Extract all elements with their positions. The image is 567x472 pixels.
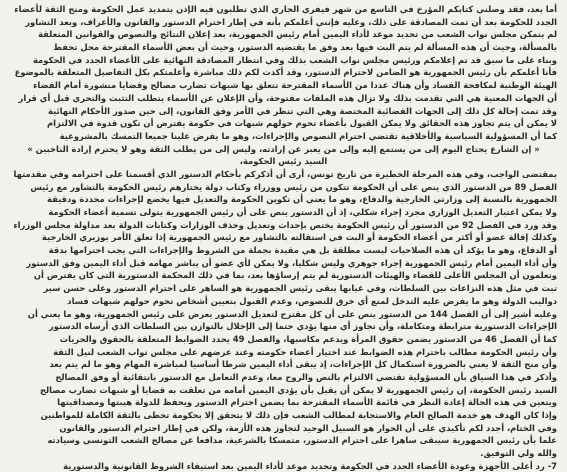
document-line: وقد تمت إحالة كل ذلك إلى الجهات القضائية المختصة وهي التي تنظر في الأمر وفق القانون، إلى حين صدور الأحكام النهائية [48,105,557,116]
document-line: السيد رئيس الحكومة، إن رئيس الجمهورية لا يمكن أن يقبل بأن يؤدي اليمين أمامه من تعلقت به قضايا أو شبهات تضارب مصالح [39,384,557,395]
document-line: وبناء على ما سبق قد تم إعلامكم ورئيس مجلس نواب الشعب بذلك وفي انتظار المصادقة النهائية على الأعضاء الجدد في الحكومة [32,54,557,65]
document-line: لا يمكن أن يتم تجاوز هذه الحقائق ولا يمكن القبول بأعضاء تحوم حولهم شبهات في حكومة يفترض أن تكون قدوة في الالتزام [47,118,557,129]
document-line: ويتعين في هذه الحالة إعادة النظر في قائمة الأسماء المقترحة بما يضمن احترام الدستور ويحفظ للدولة هيبتها ومصداقيتها [57,397,557,408]
document-line: وقد ورد في الفصل 92 من الدستور أن رئيس الحكومة يختص بإحداث وتعديل وحذف الوزارات وكتابات الدولة بعد مداولة مجلس الوزراء [13,219,557,230]
document-line: دواليب الدولة وهو ما يفرض عليه التدخل لمنع أي خرق للنصوص، وعدم القبول بتعيين أشخاص تحوم حولهم شبهات فساد [67,295,557,306]
document-line: أن الجهات المعنية هي التي تقدمت بذلك ولا تزال هذه الملفات مفتوحة، وأن الإعلان عن الأسماء يتطلب التثبت والتحري قبل أي قرار [18,92,557,103]
document-line: تبت في مثل هذه النزاعات بين السلطات، وفي غيابها يبقى رئيس الجمهورية هو الساهر على احترام الدستور وعلى حسن سير [43,283,557,294]
document-line: وأذكر في هذا السياق بأن المسؤولية تقتضي الالتزام بالنص والروح معا، وعدم التعامل مع الدستور بانتقائية أو وفق المصالح [55,371,557,382]
document-line: كما أن المسؤولية السياسية والأخلاقية تقتضي احترام النصوص والإجراءات، وهو ما يفرض علينا جميعا التمسك بالمشروعية [59,130,557,141]
document-line: أو الدفاع، وهو ما يؤكد أن هذه الصلاحيات ليست مطلقة بل هي مقيدة بجملة من الشروط والإجراءات التي يجب احترامها بدقة [48,245,557,256]
document-line: فأنا أعلمكم بأن رئيس الجمهورية هو الضامن لاحترام الدستور، وقد أكدت لكم ذلك مباشرة وأعلمتكم بكل التفاصيل المتعلقة بالموضوع [14,67,557,78]
document-line: وتعلمون أن المجلس الأعلى للقضاء والهيئات الدستورية لم يتم إرساؤها بعد، بما في ذلك المحكمة الدستورية التي كان يفترض أن [33,270,557,281]
document-line: وكذلك إقالة عضو أو أكثر من أعضاء الحكومة أو البت في استقالته بالتشاور مع رئيس الجمهورية إذا تعلق الأمر بوزيري الخارجية [41,232,557,243]
document-line: ولا يمكن اعتبار التعديل الوزاري مجرد إجراء شكلي، إذ أن الدستور ينص على أن رئيس الجمهورية يتولى تسمية أعضاء الحكومة [48,207,557,217]
document-line: كما أن الفصل 46 من الدستور يضمن حقوق المرأة ويدعم مكاسبها، والفصل 49 يحدد الضوابط المتعلقة بالحقوق والحريات [59,333,557,344]
document-line: لم يتمكن مجلس نواب الشعب من تحديد موعد لأداء اليمين أمام رئيس الجمهورية، بعد إعلان النتائج والنصوص والقوانين المتعلقة [38,29,557,40]
document-body [10,3,557,472]
document-line: « إن الشارع يحتاج اليوم إلى من يستمع إليه وإلى من يعبر عن إرادته، وليس إلى من يطلب الثقة وهو لا يحترم إرادة الناخبين » [27,143,540,154]
document-line: الإجراءات الدستورية مترابطة ومتكاملة، وأن تجاوز أي منها يؤدي حتما إلى الإخلال بالتوازن بين السلطات الذي أرساه الدستور [48,321,557,332]
document-line: وفي الختام، أجدد لكم تأكيدي على أن الحوار هو السبيل الوحيد لتجاوز هذه الأزمة، ولكن في إطار احترام الدستور والقانون [59,422,557,433]
document-line: وعليه أشير إلى أن الفصل 144 من الدستور ينص على أن كل مقترح لتعديل الدستور يعرض على رئيس الجمهورية، وهو ما يعني أن [27,308,557,319]
document-line: والله ولي التوفيق. [480,448,557,459]
document-line: الجدد للحكومة بعد أن تمت المصادقة على ذلك، وعليه فإنني أعلمكم بأنه في إطار احترام الدستور والقانون والأعراف، وبعد التشاور [25,16,557,27]
document-line: علما بأن رئيس الجمهورية سيبقى ساهرا على احترام الدستور، متمسكا بالشرعية، مدافعا عن مصالح الشعب التونسي وسيادته [47,435,557,446]
document-line: الجمهورية بالنسبة إلى وزارتي الخارجية والدفاع، وهو ما يعني أن تكوين الحكومة والتعديل فيها يخضع لإجراءات محددة ودقيقة [47,194,557,205]
document-line: الفصل 89 من الدستور الذي ينص على أن الحكومة تتكون من رئيس ووزراء وكتاب دولة يختارهم رئيس الحكومة بالتشاور مع رئيس [30,181,557,192]
document-line: بالمسألة، وحيث أن هذه المسألة لم يتم البت فيها بعد وفق ما يقتضيه الدستور، وحيث أن بعض الأسماء المقترحة محل تحفظ [53,42,557,53]
document-line: السيد رئيس الحكومة، [239,156,328,167]
document-line: أما بعد، فقد وصلني كتابكم المؤرخ في التاسع من شهر فيفري الجاري الذي تطلبون فيه الإذن بتمديد عمل الحكومة ومنح الثقة لأعضاء [14,4,557,14]
document-line: 7- رد أعلى الأجهزة وعودة الأعضاء الجدد في الحكومة وتحديد موعد لأداء اليمين بعد استيفاء الشروط القانونية والدستورية [63,460,557,471]
document-line: بمقتضى الواجب، وفي هذه المرحلة الخطيرة من تاريخ تونس، أرى أن أذكركم بأحكام الدستور الذي أقسمنا على احترامه وفي مقدمتها [13,168,557,179]
document-line: وأن منح الثقة لا يعني بالضرورة استكمال كل الإجراءات، إذ يبقى أداء اليمين شرطا أساسيا لمباشرة المهام وهو ما لم يتم بعد [49,359,557,370]
document-line: وأن رئيس الحكومة مطالب باحترام هذه الضوابط عند اختيار أعضاء حكومته وعند عرضهم على مجلس نواب الشعب لنيل الثقة [53,346,557,357]
document-line: الهيئة الوطنية لمكافحة الفساد وأن هناك عددا من الأسماء المقترحة تتعلق بها شبهات تضارب مصالح وقضايا منشورة أمام القضاء [33,80,557,91]
document-line: وأن أداء اليمين أمام رئيس الجمهورية إجراء جوهري وليس شكليا، ولا يمكن لأي عضو أن يباشر مهامه قبل أداء اليمين وفق الدستور [26,257,557,268]
document-line: وإذا كان الهدف هو خدمة الصالح العام والاستجابة لمطالب الشعب فإن ذلك لا يتحقق إلا بحكومة تحظى بالثقة الكاملة للمواطنين [40,410,557,420]
